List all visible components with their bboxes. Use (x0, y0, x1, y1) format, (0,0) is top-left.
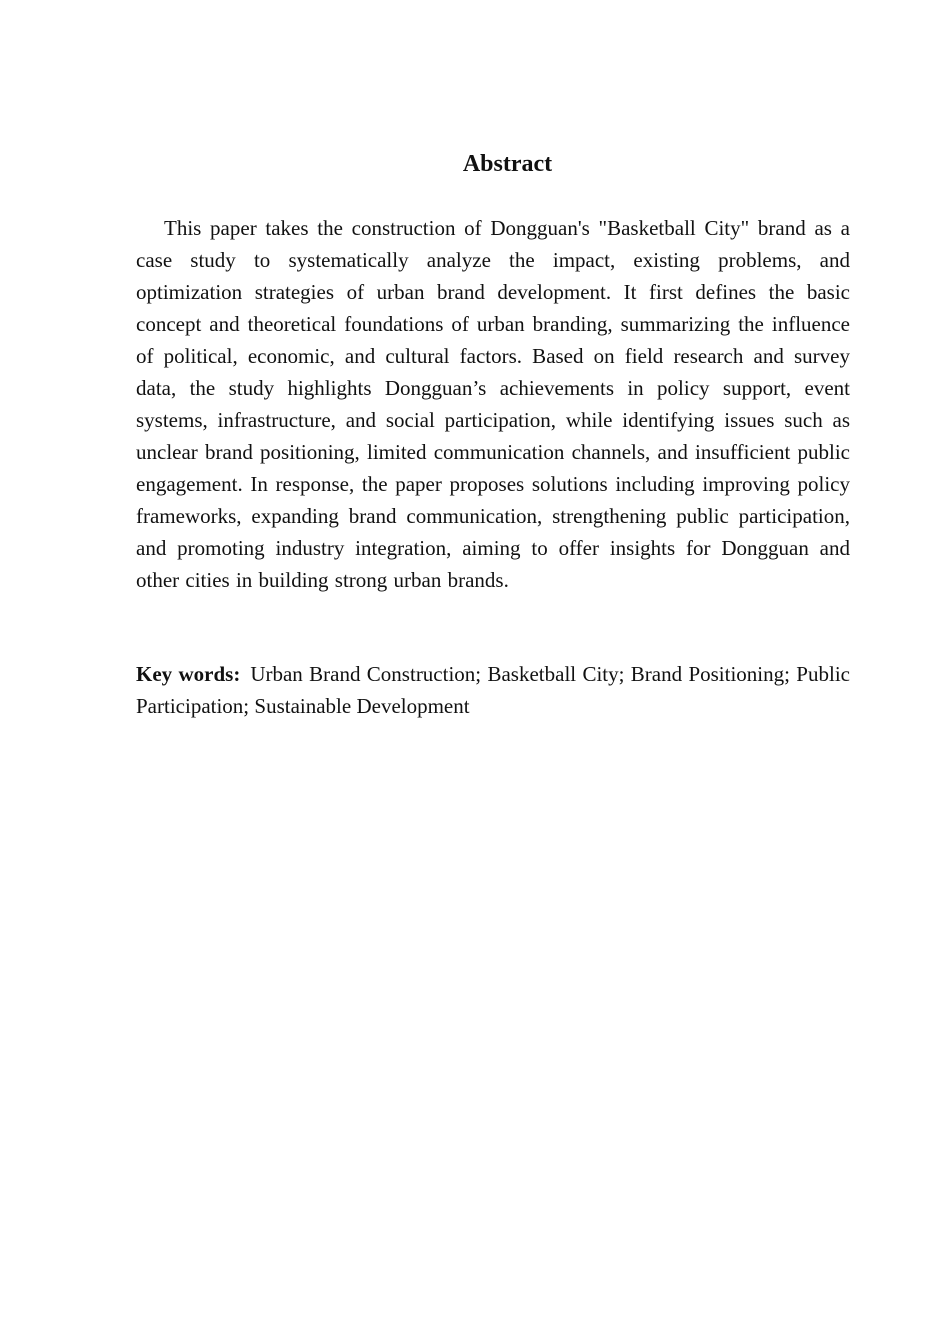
abstract-title: Abstract (462, 151, 553, 177)
abstract-body: This paper takes the construction of Dongguan's "Basketball City" brand as a case study to systematically analyze the impact, existing problems, and optimization strategies of urban brand development. It first defines the basic concept and theoretical foundations of urban branding, summarizing the influence of political, economic, and cultural factors. Based on field research and survey data, the study highlights Dongguan’s achievements in policy support, event systems, infrastructure, and social participation, while identifying issues such as unclear brand positioning, limited communication channels, and insufficient public engagement. In response, the paper proposes solutions including improving policy frameworks, expanding brand communication, strengthening public participation, and promoting industry integration, aiming to offer insights for Dongguan and other cities in building strong urban brands. (136, 216, 850, 592)
keywords-label: Key words: (136, 662, 241, 686)
keywords-text: Urban Brand Construction; Basketball City; Brand Positioning; Public Participation; Sustainable Development (136, 662, 850, 718)
keywords-line (136, 658, 850, 722)
